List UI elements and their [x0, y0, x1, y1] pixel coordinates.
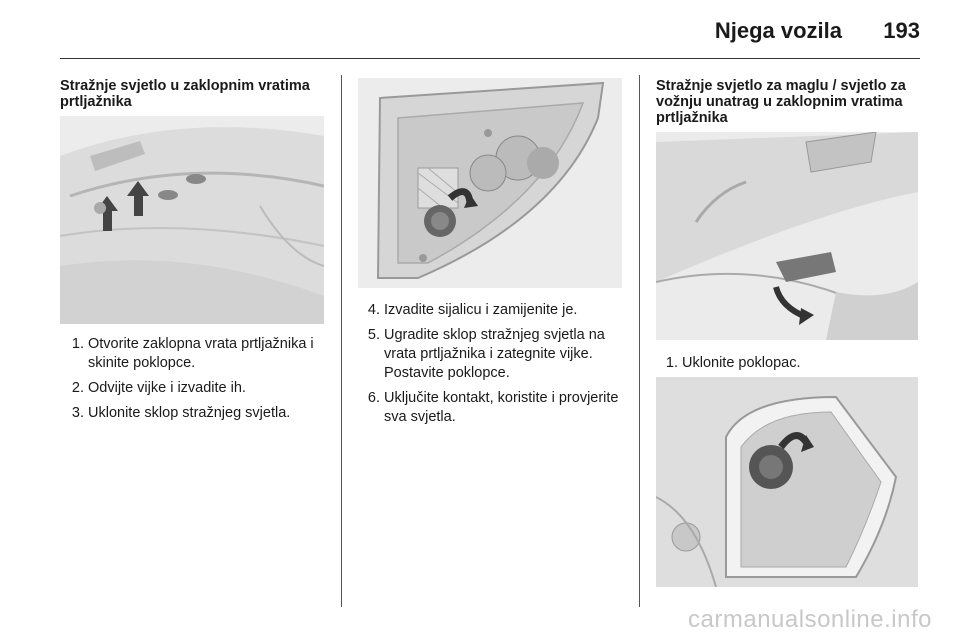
light-assembly-illustration — [358, 78, 622, 288]
step-number: 2. — [71, 380, 84, 396]
column-divider-left — [341, 75, 342, 607]
page-number: 193 — [883, 18, 920, 43]
step-text: Uklonite sklop stražnjeg svjetla. — [88, 405, 291, 421]
step-text: Uključite kontakt, koristite i provjerite sva svjetla. — [384, 390, 619, 425]
right-steps-list — [656, 354, 921, 379]
step-number: 4. — [367, 302, 380, 318]
step-number: 6. — [367, 390, 380, 406]
step-text: Otvorite zaklopna vrata prtljažnika i skinite poklopce. — [88, 336, 314, 371]
figure-light-assembly — [358, 78, 622, 288]
left-steps-list — [62, 335, 327, 429]
figure-fog-light-cover — [656, 132, 918, 340]
page-header-title: Njega vozila — [714, 18, 842, 43]
list-item — [62, 404, 327, 423]
section-heading-tail-light: Stražnje svjetlo u zaklopnim vratima prtljažnika — [60, 78, 310, 110]
watermark: carmanualsonline.info — [688, 606, 932, 633]
step-text: Izvadite sijalicu i zamijenite je. — [384, 302, 578, 318]
step-number: 1. — [665, 355, 678, 371]
step-text: Odvijte vijke i izvadite ih. — [88, 380, 246, 396]
step-number: 5. — [367, 327, 380, 343]
figure-tailgate-covers — [60, 116, 324, 324]
list-item — [358, 301, 623, 320]
step-number: 3. — [71, 405, 84, 421]
step-number: 1. — [71, 336, 84, 352]
step-text: Uklonite poklopac. — [682, 355, 801, 371]
list-item — [656, 354, 921, 373]
section-heading-fog-reverse-light: Stražnje svjetlo za maglu / svjetlo za vožnju unatrag u zaklopnim vratima prtljažnika — [656, 78, 906, 126]
list-item — [358, 326, 623, 383]
step-text: Ugradite sklop stražnjeg svjetla na vrata prtljažnika i zategnite vijke. Postavite poklopce. — [384, 327, 605, 381]
fog-light-bulb-illustration — [656, 377, 918, 587]
figure-fog-light-bulb — [656, 377, 918, 587]
list-item — [358, 389, 623, 427]
tailgate-covers-illustration — [60, 116, 324, 324]
column-divider-right — [639, 75, 640, 607]
middle-steps-list — [358, 301, 623, 433]
fog-light-cover-illustration — [656, 132, 918, 340]
list-item — [62, 335, 327, 373]
list-item — [62, 379, 327, 398]
header-rule — [60, 58, 920, 59]
